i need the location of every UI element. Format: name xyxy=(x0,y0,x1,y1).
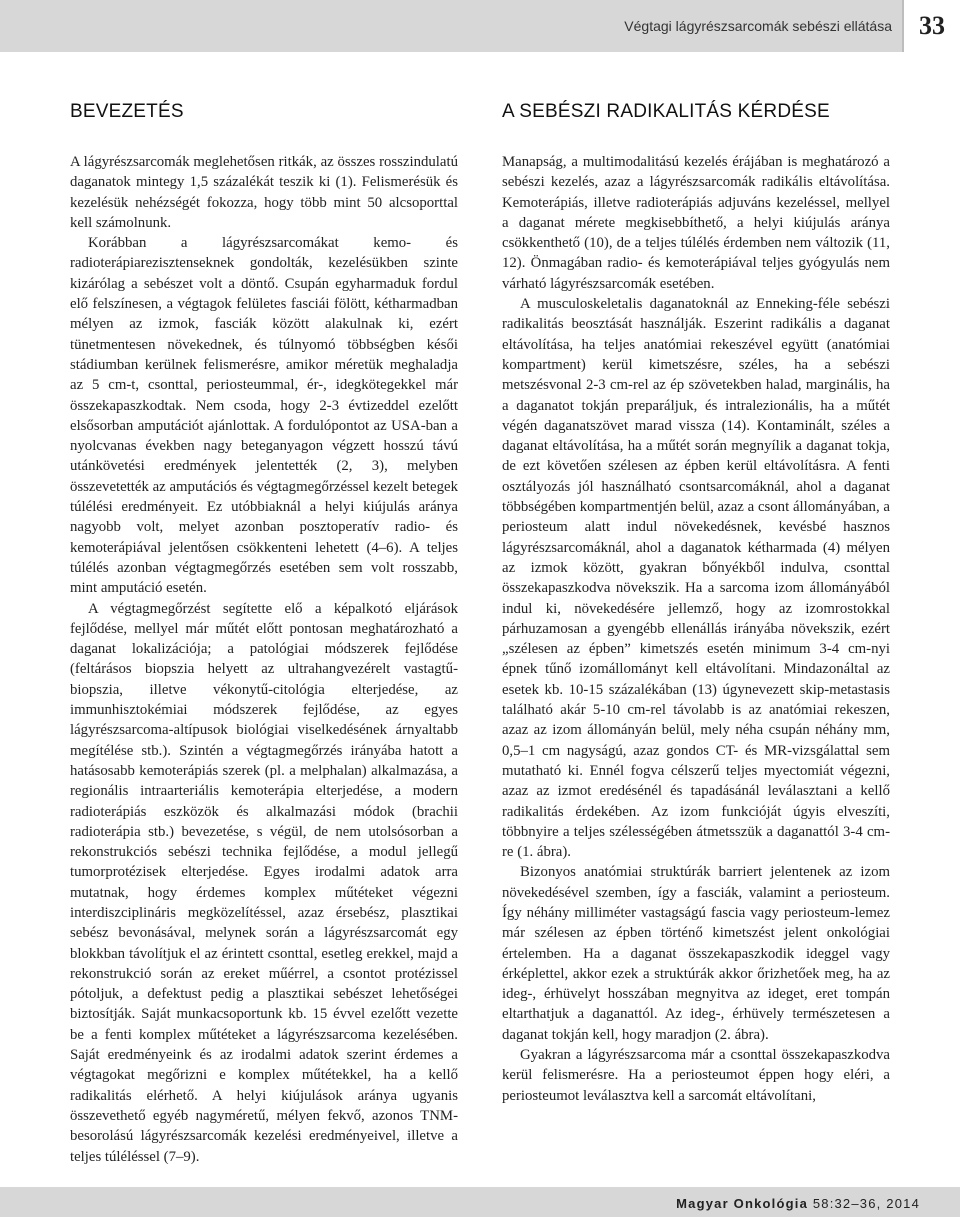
journal-volume-pages: 58:32–36, 2014 xyxy=(812,1196,920,1211)
journal-name: Magyar Onkológia xyxy=(676,1196,809,1211)
journal-citation xyxy=(676,1196,920,1211)
footer xyxy=(0,1187,960,1217)
paragraph: A lágyrészsarcomák meglehetősen ritkák, az összes rosszindulatú daganatok mintegy 1,5 százalékát teszik ki (1). Felismerésük és kezelésük nehézségét fokozza, hogy több mint 50 alcsoporttal kell számolnunk. xyxy=(70,154,458,231)
running-title: Végtagi lágyrészsarcomák sebészi ellátása xyxy=(624,18,892,34)
paragraph: A musculoskeletalis daganatoknál az Enneking-féle sebészi radikalitás beosztását használják. Eszerint radikális a daganat eltávolítása, ha teljes anatómiai rekeszével együtt (anatómiai kompartment) kerül kimetszésre, széles, ha a sebészi metszésvonal 2-3 cm-rel az ép szövetekben halad, marginális, ha a daganatot tokján preparáljuk, és intralezionális, ha a műtét végén daganatszövet marad vissza (14). Kontaminált, széles a daganat eltávolítása, ha a műtét során megnyílik a daganat tokja, de ezt követően szélesen az épben kerül eltávolításra. A fenti osztályozás jól használható csontsarcomáknál, ahol a daganat többségében kompartmentjén belül, azaz a csont állományában, a periosteum alatt indul növekedésnek, kevésbé hasznos lágyrészsarcomáknál, ahol a daganatok kétharmada (4) mélyen az izmok között, gyakran bőnyékből indulva, csonttal összekapaszkodva növekszik. Ha a sarcoma izom állományából indul ki, növekedésére jellemző, hogy az izomrostokkal párhuzamosan a gyengébb ellenállás irányába növekszik, ezért „szélesen az épben” kimetszés esetén minimum 3-4 cm-nyi épnek tűnő izomállományt kell eltávolítani. Mindazonáltal az esetek kb. 10-15 százalékában (13) úgynevezett skip-metastasis található akár 5-10 cm-rel távolabb is az anatómiai rekeszen, azaz az izom állományán belül, mely néha csupán néhány mm, 0,5–1 cm nagyságú, azaz gondos CT- és MR-vizsgálattal sem mutatható ki. Ennél fogva célszerű teljes myectomiát végezni, azaz az izmot eredésénél és tapadásánál leválasztani a kellő radikalitás érdekében. Az izom funkcióját úgyis elveszíti, többnyire a teljes szélességében átmetsszük a daganattól 3-4 cm-re (1. ábra). xyxy=(502,296,890,861)
left-column xyxy=(70,100,458,1167)
right-column xyxy=(502,100,890,1106)
section-heading-introduction: BEVEZETÉS xyxy=(70,101,184,122)
paragraph: Korábban a lágyrészsarcomákat kemo- és radioterápiarezisztenseknek gondolták, kezelésükben szinte kizárólag a sebészet volt a döntő. Csupán egyharmaduk fordul elő felszínesen, a végtagok felületes fasciái fölött, kétharmadban mélyen az izmok, fasciák között alakulnak ki, ezért tünetmentesen növekednek, és túlnyomó többségben késői stádiumban kerülnek felismerésre, amikor méretük meghaladja az 5 cm-t, csonttal, periosteummal, ér-, idegkötegekkel már összekapaszkodtak. Nem csoda, hogy 2-3 évtizeddel ezelőtt elsősorban amputációt ajánlottak. A fordulópontot az USA-ban a nyolcvanas években nagy beteganyagon végzett hosszú távú utánkövetési eredmények jelentették (2, 3), melyben összevetették az amputációs és végtagmegőrzéssel kezelt betegek túlélési eredményeit. Ez utóbbiaknál a helyi kiújulás aránya nagyobb volt, melyet azonban posztoperatív radio- és kemoterápiával jelentősen csökkenteni lehetett (4–6). A teljes túlélés azonban végtagmegőrzés esetében sem volt rosszabb, mint amputáció esetén. xyxy=(70,235,458,597)
paragraph: Manapság, a multimodalitású kezelés érájában is meghatározó a sebészi kezelés, azaz a lágyrészsarcomák radikális eltávolítása. Kemoterápiás, illetve radioterápiás adjuváns kezeléssel, mellyel a daganat mérete megkisebbíthető, a helyi kiújulás aránya csökkenthető (10), de a teljes túlélés érdemben nem változik (11, 12). Önmagában radio- és kemoterápiával teljes gyógyulás nem várható lágyrészsarcomák esetében. xyxy=(502,154,890,292)
paragraph: Gyakran a lágyrészsarcoma már a csonttal összekapaszkodva kerül felismerésre. Ha a periosteumot éppen hogy eléri, a periosteumot leválasztva kell a sarcomát eltávolítani, xyxy=(502,1047,890,1104)
running-header xyxy=(0,0,960,52)
page-number: 33 xyxy=(902,0,960,52)
paragraph: Bizonyos anatómiai struktúrák barriert jelentenek az izom növekedésével szemben, így a fasciák, valamint a periosteum. Így néhány milliméter vastagságú fascia vagy periosteum-lemez már szélesen az épben történő kimetszést jelent onkológiai értelemben. Ha a daganat összekapaszkodik ideggel vagy érképlettel, akkor ezek a struktúrák akkor őrizhetőek meg, ha az ideg-, érhüvelyt hosszában megnyitva az ideget, eret tompán eltarthatjuk a daganattól. Az ideg-, érhüvely természetesen a daganat tokján kell, hogy maradjon (2. ábra). xyxy=(502,864,890,1043)
paragraph: A végtagmegőrzést segítette elő a képalkotó eljárások fejlődése, mellyel már műtét előtt pontosan meghatározható a daganat lokalizációja; a patológiai módszerek fejlődése (feltárásos biopszia helyett az ultrahangvezérelt vastagtű-biopszia, illetve vékonytű-citológia elterjedése, az immunhisztokémiai módszerek fejlődése, az egyes lágyrészsarcoma-altípusok biológiai viselkedésének árnyaltabb megítélése stb.). Szintén a végtagmegőrzés irányába hatott a hatásosabb kemoterápiás szerek (pl. a melphalan) alkalmazása, a regionális intraarteriális kemoterápia elterjedése, a modern radioterápiás eszközök és alkalmazási módok (brachii radioterápia stb.) bevezetése, s végül, de nem utolsósorban a rekonstrukciós sebészi technika fejlődése, a modul jellegű tumorprotézisek elterjedése. Egyes irodalmi adatok arra mutatnak, hogy érdemes komplex műtéteket végezni interdiszciplináris megközelítéssel, azaz érsebész, plasztikai sebész bevonásával, melynek során a lágyrészsarcomát egy blokkban távolítjuk el az érintett csonttal, esetleg erekkel, majd a rekonstrukció során az ereket műérrel, a csontot protézissel pótoljuk, a defektust pedig a plasztikai sebészet lehetőségei biztosítják. Saját munkacsoportunk kb. 15 évvel ezelőtt vezette be a fenti komplex műtéteket a lágyrészsarcoma kezelésében. Saját eredményeink és az irodalmi adatok szerint érdemes a végtagokat megőrizni e komplex műtétekkel, ha a kellő radikalitás elérhető. A helyi kiújulások aránya ugyanis összevethető egyéb nagyméretű, mélyen fekvő, azonos TNM-besorolású lágyrészsarcomák kezelési eredményeivel, illetve a teljes túléléssel (7–9). xyxy=(70,600,458,1165)
section-heading-surgical-radicality: A SEBÉSZI RADIKALITÁS KÉRDÉSE xyxy=(502,101,830,122)
